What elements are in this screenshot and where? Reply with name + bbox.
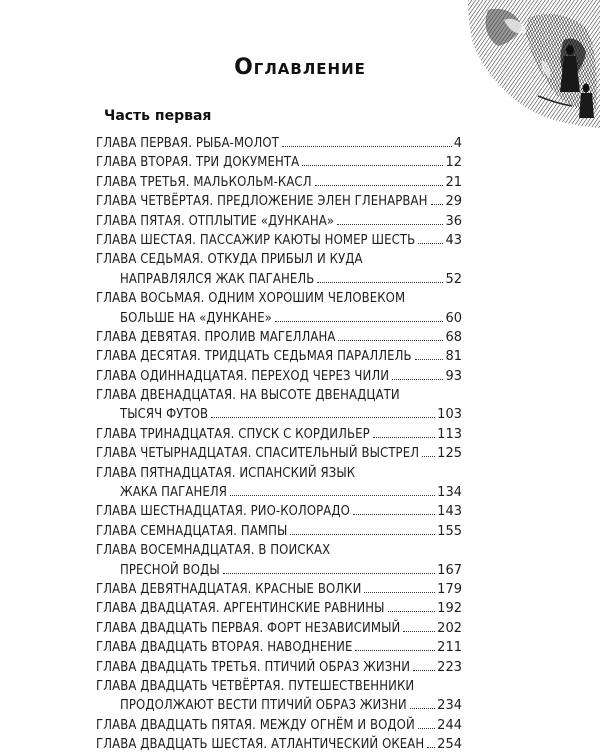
toc-entry-title: БОЛЬШЕ НА «ДУНКАНЕ» bbox=[120, 310, 272, 326]
toc-page-number: 143 bbox=[437, 504, 462, 520]
toc-entry[interactable] bbox=[96, 638, 462, 657]
toc-entry-title: НАПРАВЛЯЛСЯ ЖАК ПАГАНЕЛЬ bbox=[120, 271, 315, 287]
toc-entry[interactable] bbox=[96, 541, 462, 580]
toc-line bbox=[96, 270, 462, 289]
toc-line bbox=[96, 250, 462, 269]
dot-leader bbox=[223, 573, 435, 574]
toc-entry-title: ГЛАВА ВОСЬМАЯ. ОДНИМ ХОРОШИМ ЧЕЛОВЕКОМ bbox=[96, 291, 406, 307]
toc-entry[interactable] bbox=[96, 173, 462, 192]
dot-leader bbox=[355, 650, 435, 651]
toc-line bbox=[96, 580, 462, 599]
toc-line bbox=[96, 619, 462, 638]
toc-entry-title: ГЛАВА ДВАДЦАТЬ ВТОРАЯ. НАВОДНЕНИЕ bbox=[96, 640, 353, 656]
toc-entry[interactable] bbox=[96, 367, 462, 386]
dot-leader bbox=[413, 670, 435, 671]
toc-line bbox=[96, 444, 462, 463]
toc-line bbox=[96, 599, 462, 618]
toc-page-number: 60 bbox=[445, 310, 462, 326]
dot-leader bbox=[315, 185, 444, 186]
toc-entry-title: ГЛАВА ЧЕТВЁРТАЯ. ПРЕДЛОЖЕНИЕ ЭЛЕН ГЛЕНАРВАН bbox=[96, 194, 428, 210]
dot-leader bbox=[392, 379, 443, 380]
toc-page-number: 244 bbox=[437, 717, 462, 733]
toc-entry-title: ГЛАВА ПЯТАЯ. ОТПЛЫТИЕ «ДУНКАНА» bbox=[96, 213, 335, 229]
toc-entry[interactable] bbox=[96, 289, 462, 328]
toc-entry-title: ГЛАВА СЕДЬМАЯ. ОТКУДА ПРИБЫЛ И КУДА bbox=[96, 252, 363, 268]
toc-entry[interactable] bbox=[96, 444, 462, 463]
toc-entry-title: ГЛАВА ДЕСЯТАЯ. ТРИДЦАТЬ СЕДЬМАЯ ПАРАЛЛЕЛЬ bbox=[96, 349, 412, 365]
toc-entry-title: ГЛАВА ДВАДЦАТЬ ШЕСТАЯ. АТЛАНТИЧЕСКИЙ ОКЕАН bbox=[96, 737, 425, 753]
toc-entry-title: ГЛАВА СЕМНАДЦАТАЯ. ПАМПЫ bbox=[96, 523, 288, 539]
toc-page-number: 29 bbox=[445, 194, 462, 210]
toc-line bbox=[96, 134, 462, 153]
toc-page-number: 12 bbox=[445, 155, 462, 171]
toc-entry-title: ГЛАВА ШЕСТНАДЦАТАЯ. РИО-КОЛОРАДО bbox=[96, 504, 350, 520]
toc-line bbox=[96, 289, 462, 308]
toc-entry[interactable] bbox=[96, 619, 462, 638]
toc-line bbox=[96, 696, 462, 715]
toc-page-number: 36 bbox=[445, 213, 462, 229]
toc-line bbox=[96, 425, 462, 444]
toc-page-number: 223 bbox=[437, 659, 462, 675]
toc-entry-title: ГЛАВА ДВАДЦАТЬ ПЯТАЯ. МЕЖДУ ОГНЁМ И ВОДОЙ bbox=[96, 717, 415, 733]
toc-page-number: 113 bbox=[437, 426, 462, 442]
toc-line bbox=[96, 212, 462, 231]
toc-page-number: 68 bbox=[445, 329, 462, 345]
dot-leader bbox=[211, 417, 435, 418]
toc-line bbox=[96, 464, 462, 483]
dot-leader bbox=[427, 747, 435, 748]
toc-entry[interactable] bbox=[96, 425, 462, 444]
dot-leader bbox=[275, 321, 444, 322]
toc-entry[interactable] bbox=[96, 347, 462, 366]
part-title: Часть первая bbox=[104, 108, 212, 124]
toc-entry-title: ГЛАВА ДЕВЯТНАДЦАТАЯ. КРАСНЫЕ ВОЛКИ bbox=[96, 581, 362, 597]
toc-line bbox=[96, 328, 462, 347]
toc-entry[interactable] bbox=[96, 134, 462, 153]
toc-entry-title: ГЛАВА ПЕРВАЯ. РЫБА-МОЛОТ bbox=[96, 136, 279, 151]
toc-page-number: 21 bbox=[445, 174, 462, 190]
dot-leader bbox=[415, 359, 444, 360]
toc-line bbox=[96, 347, 462, 366]
toc-entry[interactable] bbox=[96, 464, 462, 503]
toc-entry[interactable] bbox=[96, 580, 462, 599]
dot-leader bbox=[364, 592, 435, 593]
toc-page-number: 234 bbox=[437, 698, 462, 714]
toc-line bbox=[96, 405, 462, 424]
toc-page-number: 155 bbox=[437, 523, 462, 539]
toc-entry-title: ГЛАВА ДЕВЯТАЯ. ПРОЛИВ МАГЕЛЛАНА bbox=[96, 329, 336, 345]
toc-entry-title: ГЛАВА ПЯТНАДЦАТАЯ. ИСПАНСКИЙ ЯЗЫК bbox=[96, 465, 356, 481]
dot-leader bbox=[418, 243, 443, 244]
dot-leader bbox=[410, 708, 435, 709]
toc-entry[interactable] bbox=[96, 716, 462, 735]
dot-leader bbox=[230, 495, 435, 496]
toc-line bbox=[96, 502, 462, 521]
dot-leader bbox=[431, 204, 444, 205]
toc-line bbox=[96, 173, 462, 192]
toc-entry[interactable] bbox=[96, 677, 462, 716]
toc-entry-title: ГЛАВА ЧЕТЫРНАДЦАТАЯ. СПАСИТЕЛЬНЫЙ ВЫСТРЕЛ bbox=[96, 446, 420, 462]
toc-line bbox=[96, 153, 462, 172]
toc-entry-title: ГЛАВА ДВАДЦАТЬ ПЕРВАЯ. ФОРТ НЕЗАВИСИМЫЙ bbox=[96, 620, 401, 636]
toc-entry-title: ГЛАВА ДВАДЦАТАЯ. АРГЕНТИНСКИЕ РАВНИНЫ bbox=[96, 601, 385, 617]
toc-entry[interactable] bbox=[96, 735, 462, 754]
dot-leader bbox=[403, 631, 435, 632]
table-of-contents bbox=[96, 134, 462, 755]
toc-entry-title: ПРОДОЛЖАЮТ ВЕСТИ ПТИЧИЙ ОБРАЗ ЖИЗНИ bbox=[120, 698, 407, 714]
dot-leader bbox=[282, 146, 452, 147]
toc-entry[interactable] bbox=[96, 522, 462, 541]
toc-entry-title: ГЛАВА ДВАДЦАТЬ ЧЕТВЁРТАЯ. ПУТЕШЕСТВЕННИКИ bbox=[96, 678, 415, 694]
toc-page-number: 125 bbox=[437, 446, 462, 462]
toc-entry[interactable] bbox=[96, 192, 462, 211]
toc-line bbox=[96, 677, 462, 696]
toc-entry-title: ГЛАВА ДВЕНАДЦАТАЯ. НА ВЫСОТЕ ДВЕНАДЦАТИ bbox=[96, 388, 400, 404]
toc-entry-title: ТЫСЯЧ ФУТОВ bbox=[120, 407, 209, 423]
toc-entry-title: ГЛАВА ТРЕТЬЯ. МАЛЬКОЛЬМ-КАСЛ bbox=[96, 174, 312, 190]
dot-leader bbox=[290, 534, 435, 535]
toc-entry-title: ПРЕСНОЙ ВОДЫ bbox=[120, 562, 220, 578]
toc-page-number: 52 bbox=[445, 271, 462, 287]
dot-leader bbox=[418, 728, 435, 729]
toc-entry-title: ГЛАВА ВОСЕМНАДЦАТАЯ. В ПОИСКАХ bbox=[96, 543, 331, 559]
toc-page-number: 202 bbox=[437, 620, 462, 636]
toc-entry-title: ГЛАВА ВТОРАЯ. ТРИ ДОКУМЕНТА bbox=[96, 155, 300, 171]
toc-page-number: 134 bbox=[437, 485, 462, 501]
dot-leader bbox=[338, 340, 443, 341]
toc-line bbox=[96, 386, 462, 405]
toc-entry-title: ГЛАВА ШЕСТАЯ. ПАССАЖИР КАЮТЫ НОМЕР ШЕСТЬ bbox=[96, 232, 416, 248]
toc-page-number: 179 bbox=[437, 581, 462, 597]
toc-page-number: 254 bbox=[437, 737, 462, 753]
toc-entry[interactable] bbox=[96, 502, 462, 521]
toc-line bbox=[96, 483, 462, 502]
toc-line bbox=[96, 367, 462, 386]
toc-line bbox=[96, 231, 462, 250]
toc-line bbox=[96, 716, 462, 735]
toc-page-number: 81 bbox=[445, 349, 462, 365]
toc-entry[interactable] bbox=[96, 658, 462, 677]
toc-page-number: 167 bbox=[437, 562, 462, 578]
toc-line bbox=[96, 658, 462, 677]
toc-line bbox=[96, 192, 462, 211]
toc-page-number: 192 bbox=[437, 601, 462, 617]
toc-entry[interactable] bbox=[96, 153, 462, 172]
toc-line bbox=[96, 638, 462, 657]
toc-page-number: 93 bbox=[445, 368, 462, 384]
toc-entry[interactable] bbox=[96, 386, 462, 425]
toc-line bbox=[96, 522, 462, 541]
toc-page-number: 43 bbox=[445, 232, 462, 248]
toc-line bbox=[96, 541, 462, 560]
dot-leader bbox=[353, 514, 435, 515]
dot-leader bbox=[373, 437, 435, 438]
toc-entry[interactable] bbox=[96, 231, 462, 250]
toc-page-number: 4 bbox=[453, 136, 462, 151]
toc-entry[interactable] bbox=[96, 328, 462, 347]
dot-leader bbox=[317, 282, 443, 283]
toc-entry[interactable] bbox=[96, 212, 462, 231]
page-title: Оглавление bbox=[234, 55, 366, 80]
toc-entry[interactable] bbox=[96, 250, 462, 289]
toc-entry-title: ЖАКА ПАГАНЕЛЯ bbox=[120, 485, 227, 501]
toc-entry-title: ГЛАВА ДВАДЦАТЬ ТРЕТЬЯ. ПТИЧИЙ ОБРАЗ ЖИЗНИ bbox=[96, 659, 411, 675]
toc-entry[interactable] bbox=[96, 599, 462, 618]
toc-line bbox=[96, 735, 462, 754]
dot-leader bbox=[337, 224, 443, 225]
dot-leader bbox=[388, 611, 436, 612]
toc-entry-title: ГЛАВА ТРИНАДЦАТАЯ. СПУСК С КОРДИЛЬЕР bbox=[96, 426, 370, 442]
toc-entry-title: ГЛАВА ОДИННАДЦАТАЯ. ПЕРЕХОД ЧЕРЕЗ ЧИЛИ bbox=[96, 368, 390, 384]
toc-line bbox=[96, 561, 462, 580]
dot-leader bbox=[422, 456, 435, 457]
toc-page-number: 103 bbox=[437, 407, 462, 423]
toc-line bbox=[96, 309, 462, 328]
toc-page-number: 211 bbox=[437, 640, 462, 656]
dot-leader bbox=[302, 165, 443, 166]
